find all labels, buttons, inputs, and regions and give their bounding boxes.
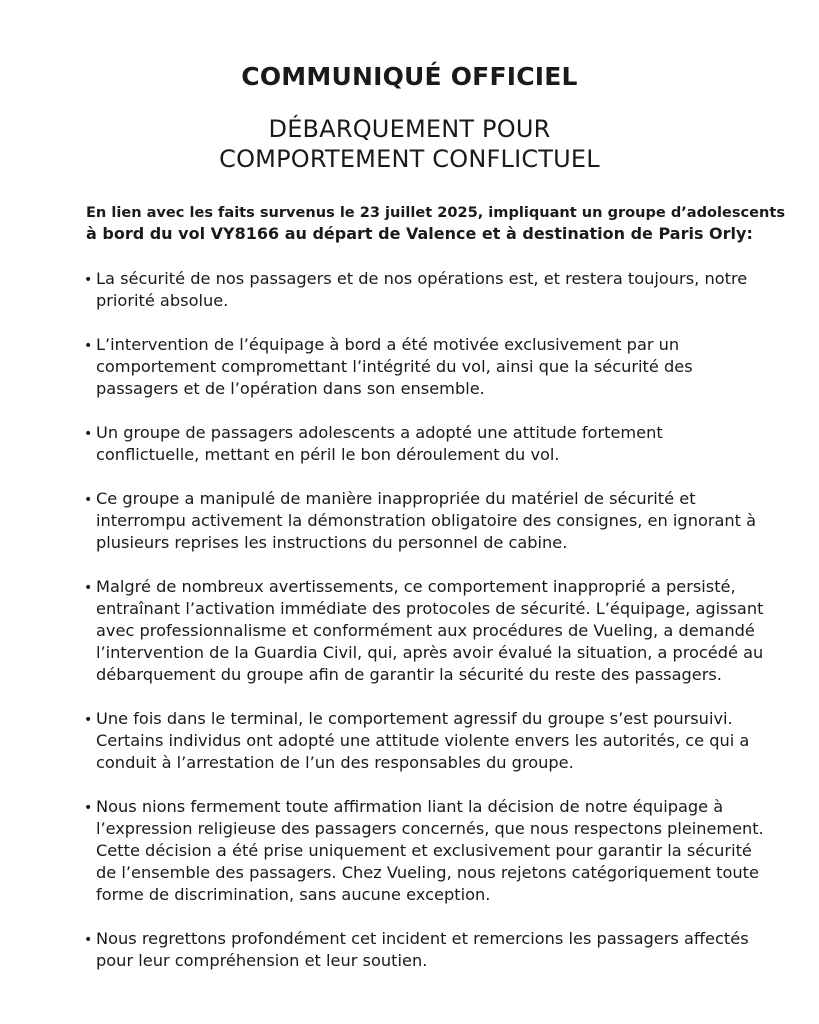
bullet-text-line: forme de discrimination, sans aucune exception.	[96, 885, 491, 904]
intro-paragraph	[86, 202, 786, 244]
bullet-text-line: l’expression religieuse des passagers concernés, que nous respectons pleinement.	[96, 819, 764, 838]
bullet-dot-icon: •	[84, 932, 93, 948]
bullet-item	[84, 928, 764, 972]
bullet-text-line: Un groupe de passagers adolescents a adopté une attitude fortement	[96, 423, 663, 442]
bullet-dot-icon: •	[84, 800, 93, 816]
bullet-text-line: avec professionnalisme et conformément aux procédures de Vueling, a demandé	[96, 621, 755, 640]
bullet-text-line: de l’ensemble des passagers. Chez Vueling, nous rejetons catégoriquement toute	[96, 863, 759, 882]
bullet-dot-icon: •	[84, 580, 93, 596]
bullet-text-line: Certains individus ont adopté une attitude violente envers les autorités, ce qui a	[96, 731, 750, 750]
bullet-text-line: priorité absolue.	[96, 291, 229, 310]
bullet-dot-icon: •	[84, 338, 93, 354]
intro-line: En lien avec les faits survenus le 23 juillet 2025, impliquant un groupe d’adolescents	[86, 204, 785, 221]
bullet-text-line: Une fois dans le terminal, le comportement agressif du groupe s’est poursuivi.	[96, 709, 733, 728]
statement-bullet-list	[84, 268, 764, 994]
bullet-dot-icon: •	[84, 492, 93, 508]
bullet-dot-icon: •	[84, 426, 93, 442]
bullet-text-line: conduit à l’arrestation de l’un des responsables du groupe.	[96, 753, 574, 772]
bullet-dot-icon: •	[84, 272, 93, 288]
bullet-text-line: passagers et de l’opération dans son ensemble.	[96, 379, 485, 398]
bullet-text-line: pour leur compréhension et leur soutien.	[96, 951, 428, 970]
bullet-text-line: Cette décision a été prise uniquement et exclusivement pour garantir la sécurité	[96, 841, 752, 860]
bullet-text-line: Ce groupe a manipulé de manière inappropriée du matériel de sécurité et	[96, 489, 696, 508]
page-subtitle	[0, 114, 819, 174]
page-title: COMMUNIQUÉ OFFICIEL	[241, 62, 578, 91]
bullet-text-line: entraînant l’activation immédiate des protocoles de sécurité. L’équipage, agissant	[96, 599, 764, 618]
intro-line: à bord du vol VY8166 au départ de Valence et à destination de Paris Orly:	[86, 224, 753, 243]
bullet-text-line: l’intervention de la Guardia Civil, qui, après avoir évalué la situation, a procédé au	[96, 643, 764, 662]
bullet-text-line: La sécurité de nos passagers et de nos opérations est, et restera toujours, notre	[96, 269, 748, 288]
bullet-item	[84, 576, 764, 686]
bullet-text-line: Malgré de nombreux avertissements, ce comportement inapproprié a persisté,	[96, 577, 736, 596]
subtitle-line: DÉBARQUEMENT POUR	[268, 115, 551, 143]
bullet-dot-icon: •	[84, 712, 93, 728]
bullet-text-line: interrompu activement la démonstration obligatoire des consignes, en ignorant à	[96, 511, 757, 530]
bullet-text-line: débarquement du groupe afin de garantir la sécurité du reste des passagers.	[96, 665, 722, 684]
bullet-text-line: Nous regrettons profondément cet incident et remercions les passagers affectés	[96, 929, 749, 948]
bullet-text-line: plusieurs reprises les instructions du personnel de cabine.	[96, 533, 568, 552]
bullet-item	[84, 422, 764, 466]
bullet-text-line: Nous nions fermement toute affirmation liant la décision de notre équipage à	[96, 797, 724, 816]
bullet-text-line: conflictuelle, mettant en péril le bon déroulement du vol.	[96, 445, 560, 464]
bullet-item	[84, 488, 764, 554]
bullet-text-line: L’intervention de l’équipage à bord a été motivée exclusivement par un	[96, 335, 680, 354]
bullet-item	[84, 796, 764, 906]
bullet-item	[84, 334, 764, 400]
subtitle-line: COMPORTEMENT CONFLICTUEL	[219, 145, 600, 173]
bullet-item	[84, 268, 764, 312]
bullet-text-line: comportement compromettant l’intégrité du vol, ainsi que la sécurité des	[96, 357, 693, 376]
bullet-item	[84, 708, 764, 774]
